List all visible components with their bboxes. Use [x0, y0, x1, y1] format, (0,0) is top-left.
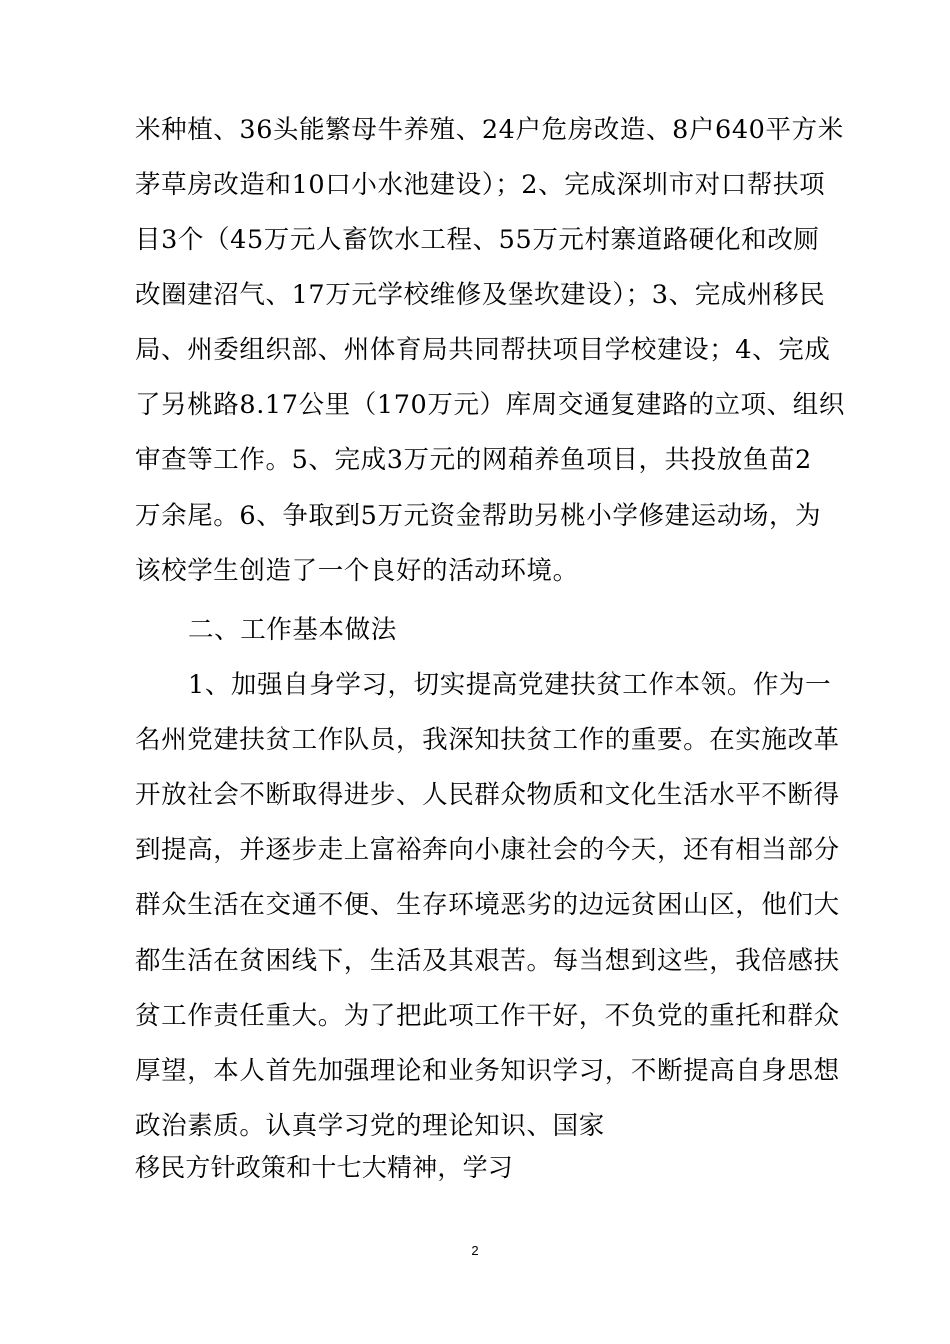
body-text-line: 该校学生创造了一个良好的活动环境。: [135, 556, 579, 586]
body-text-line: 到提高，并逐步走上富裕奔向小康社会的今天，还有相当部分: [135, 835, 840, 865]
body-text-line: 茅草房改造和10口小水池建设）；2、完成深圳市对口帮扶项: [135, 170, 826, 200]
body-text-line: 开放社会不断取得进步、人民群众物质和文化生活水平不断得: [135, 780, 840, 810]
body-text-line: 厚望，本人首先加强理论和业务知识学习，不断提高自身思想: [135, 1056, 840, 1086]
body-text-line: 群众生活在交通不便、生存环境恶劣的边远贫困山区，他们大: [135, 890, 840, 920]
body-text-line: 审查等工作。5、完成3万元的网葙养鱼项目，共投放鱼苗2: [135, 445, 812, 475]
section-heading: 二、工作基本做法: [188, 615, 397, 645]
body-text-line: 1、加强自身学习，切实提高党建扶贫工作本领。作为一: [188, 670, 832, 700]
body-text-line: 政治素质。认真学习党的理论知识、国家: [135, 1111, 605, 1141]
body-text-line: 移民方针政策和十七大精神，学习: [135, 1153, 514, 1182]
body-text-line: 万余尾。6、争取到5万元资金帮助另桃小学修建运动场，为: [135, 501, 822, 531]
body-text-line: 名州党建扶贫工作队员，我深知扶贫工作的重要。在实施改革: [135, 725, 840, 755]
page-number: 2: [471, 1243, 479, 1258]
body-text-line: 米种植、36头能繁母牛养殖、24户危房改造、8户640平方米: [135, 115, 844, 145]
body-text-line: 了另桃路8.17公里（170万元）库周交通复建路的立项、组织: [135, 390, 845, 420]
body-text-line: 贫工作责任重大。为了把此项工作干好，不负党的重托和群众: [135, 1001, 840, 1031]
body-text-line: 改圈建沼气、17万元学校维修及堡坎建设）；3、完成州移民: [135, 280, 826, 310]
body-text-line: 目3个（45万元人畜饮水工程、55万元村寨道路硬化和改厕: [135, 225, 820, 255]
body-text-line: 都生活在贫困线下，生活及其艰苦。每当想到这些，我倍感扶: [135, 946, 840, 976]
body-text-line: 局、州委组织部、州体育局共同帮扶项目学校建设；4、完成: [135, 335, 831, 365]
